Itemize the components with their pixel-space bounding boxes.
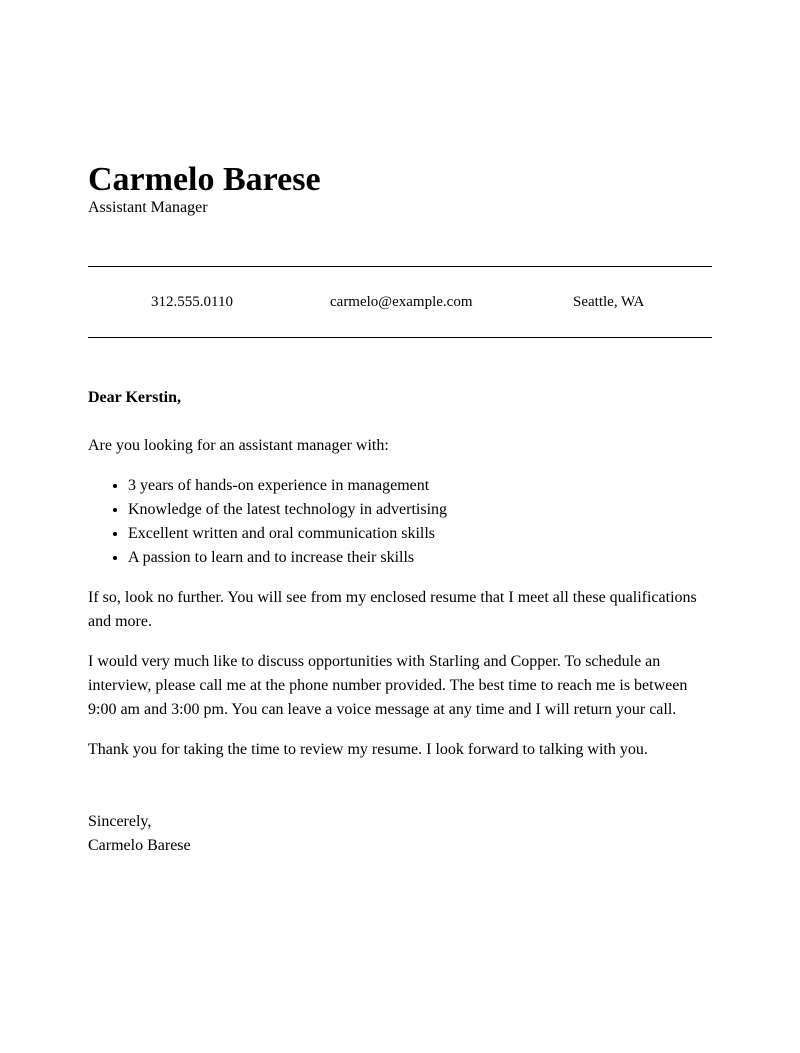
qualifications-list <box>88 474 712 570</box>
body-paragraph: If so, look no further. You will see from my enclosed resume that I meet all these qualifications and more. <box>88 589 697 630</box>
applicant-name: Carmelo Barese <box>88 161 321 198</box>
list-item: • Excellent written and oral communication skills <box>128 522 712 546</box>
contact-bar <box>88 266 712 338</box>
contact-phone: 312.555.0110 <box>151 294 233 310</box>
closing: Sincerely, <box>88 813 152 830</box>
salutation: Dear Kerstin, <box>88 389 182 406</box>
body-paragraph: I would very much like to discuss opportunities with Starling and Copper. To schedule an interview, please call me at the phone number provided. The best time to reach me is between 9:00 am and 3:00 pm. You can leave a voice message at any time and I will return your call. <box>88 653 688 718</box>
contact-location: Seattle, WA <box>573 294 645 310</box>
list-item: • 3 years of hands-on experience in management <box>128 474 712 498</box>
letter-body <box>88 386 712 858</box>
body-paragraph: Thank you for taking the time to review my resume. I look forward to talking with you. <box>88 741 648 758</box>
intro-paragraph: Are you looking for an assistant manager with: <box>88 437 389 454</box>
contact-email: carmelo@example.com <box>330 294 473 310</box>
list-item: • Knowledge of the latest technology in advertising <box>128 498 712 522</box>
closing-block <box>88 810 712 858</box>
applicant-job-title: Assistant Manager <box>88 199 208 216</box>
signature: Carmelo Barese <box>88 837 191 854</box>
list-item: • A passion to learn and to increase their skills <box>128 546 712 570</box>
